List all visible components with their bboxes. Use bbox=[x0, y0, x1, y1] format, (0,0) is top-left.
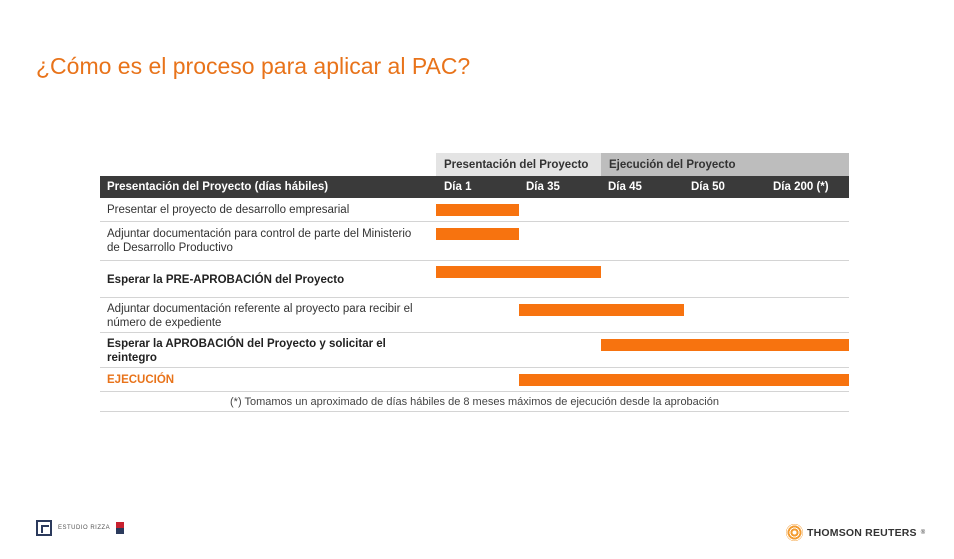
day-200: Día 200 (*) bbox=[773, 181, 829, 193]
phase-presentacion: Presentación del Proyecto bbox=[436, 153, 601, 177]
gantt-bar bbox=[436, 204, 519, 216]
thomson-reuters-text: THOMSON REUTERS bbox=[807, 526, 917, 539]
rizza-logo-text: ESTUDIO RIZZA bbox=[58, 525, 111, 531]
gantt-bar bbox=[436, 228, 519, 240]
registered-mark: ® bbox=[920, 529, 926, 536]
gantt-bar bbox=[519, 374, 849, 386]
gantt-bar bbox=[601, 339, 849, 351]
table-header bbox=[100, 176, 849, 198]
day-50: Día 50 bbox=[691, 181, 725, 193]
table-row bbox=[100, 333, 849, 368]
table-row bbox=[100, 198, 849, 222]
thomson-reuters-icon bbox=[786, 524, 803, 541]
phase-ejecucion: Ejecución del Proyecto bbox=[601, 153, 849, 177]
flag-icon bbox=[116, 522, 124, 534]
day-35: Día 35 bbox=[526, 181, 560, 193]
table-row bbox=[100, 222, 849, 261]
row-label: Esperar la PRE-APROBACIÓN del Proyecto bbox=[107, 274, 345, 286]
header-label: Presentación del Proyecto (días hábiles) bbox=[107, 181, 329, 193]
rizza-logo-icon bbox=[36, 520, 52, 536]
row-label: EJECUCIÓN bbox=[107, 374, 175, 386]
day-45: Día 45 bbox=[608, 181, 642, 193]
day-1: Día 1 bbox=[444, 181, 472, 193]
table-row bbox=[100, 261, 849, 298]
gantt-bar bbox=[436, 266, 601, 278]
row-label: Presentar el proyecto de desarrollo empresarial bbox=[107, 204, 350, 216]
page-title: ¿Cómo es el proceso para aplicar al PAC? bbox=[36, 53, 471, 79]
footnote: (*) Tomamos un aproximado de días hábiles de 8 meses máximos de ejecución desde la aprobación bbox=[100, 392, 849, 412]
row-label: Esperar la APROBACIÓN del Proyecto y solicitar el reintegro bbox=[107, 338, 386, 364]
row-label: Adjuntar documentación para control de parte del Ministerio de Desarrollo Productivo bbox=[107, 228, 412, 254]
row-label: Adjuntar documentación referente al proyecto para recibir el número de expediente bbox=[107, 303, 413, 329]
thomson-reuters-logo bbox=[786, 524, 925, 541]
estudio-rizza-logo bbox=[36, 520, 124, 536]
table-row bbox=[100, 368, 849, 392]
table-row bbox=[100, 298, 849, 333]
gantt-bar bbox=[519, 304, 684, 316]
